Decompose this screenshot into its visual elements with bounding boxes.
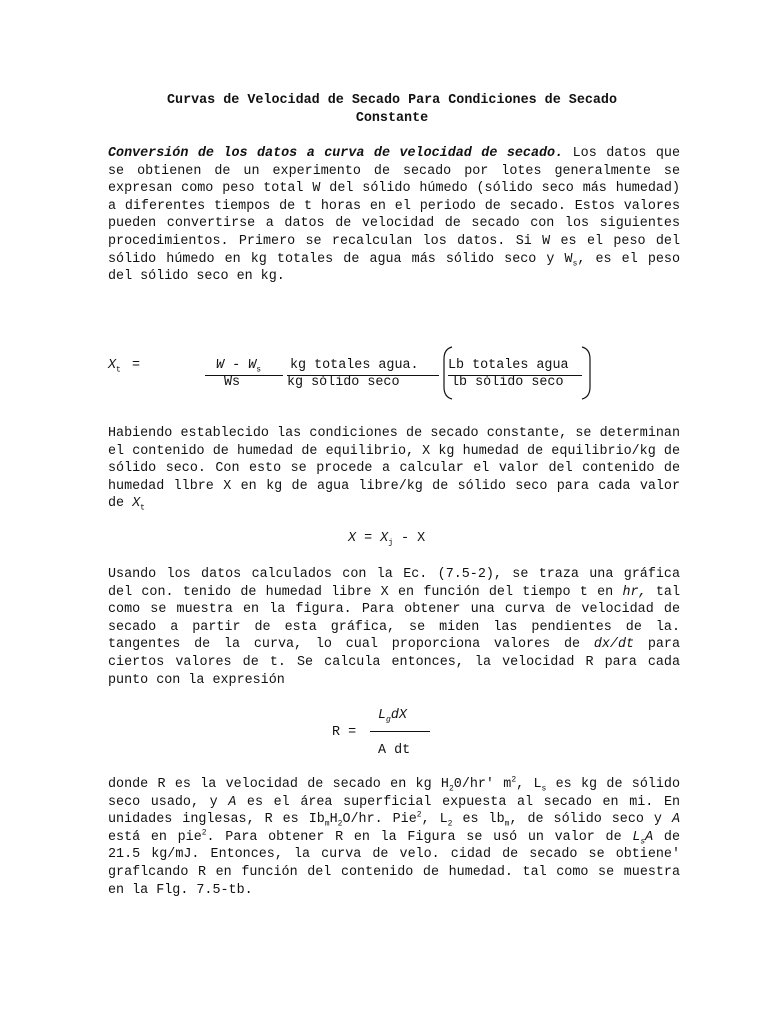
eq2-rest: - X — [393, 531, 426, 546]
eq1-numerator-b: kg totales agua. — [290, 358, 419, 373]
eq1-numerator-c: Lb totales agua — [448, 358, 569, 373]
intro-sub-s: s — [572, 259, 578, 269]
intro-lead: Conversión de los datos a curva de velocidad de secado. — [108, 146, 564, 161]
para2-var: X — [132, 496, 141, 512]
eq1-denominator-a: Ws — [224, 375, 241, 390]
paragraph-4: donde R es la velocidad de secado en kg $H_20/hr'$ $m^2$, $L_s$ es kg de sólido seco usado, y A es el área superficial expuesta al secado en mi. En unidades inglesas, R es $Ib_mH_2O/hr$. Pie$^2$, $L_2$ es $lb_m$, de sólido seco y A está en pie$^2$. Para obtener R en la Figura se usó un valor de $L_sA$ de 21.5 kg/mJ. Entonces, la curva de velo. cidad de secado se obtiene' graflcando R en función del contenido de humedad. tal como se muestra en la Flg. 7.5-tb. — [108, 775, 681, 898]
title-line-1: Curvas de Velocidad de Secado Para Condiciones de Secado — [167, 93, 617, 108]
eq3-fraction-bar — [370, 731, 430, 732]
document-title — [100, 92, 684, 127]
eq1-fraction-bar-a — [205, 375, 283, 376]
eq3-denominator: A dt — [378, 743, 411, 758]
eq1-numerator-a: W - $W_s$ — [216, 358, 261, 375]
title-line-2: Constante — [355, 110, 429, 126]
eq3-lhs: R = — [332, 725, 357, 740]
intro-text-1: Los datos que se obtienen de un experimento de secado por lotes generalmente se expresan como peso total W del sólido húmedo (sólido seco más humedad) a diferentes tiempos de t horas en el periodo de secado. Estos valores pueden convertirse a datos de velocidad de secado con los siguientes procedimientos. Primero se recalculan los datos. Si W es el peso del sólido húmedo en kg totales de agua más sólido seco y W — [108, 146, 681, 267]
para2-text: Habiendo establecido las condiciones de secado constante, se determinan el contenido de humedad de equilibrio, X kg humedad de equilibrio/kg de sólido seco. Con esto se procede a calcular el valor del contenido de humedad llbre X en kg de agua libre/kg de sólido seco para cada valor de — [108, 426, 680, 512]
eq2-var-sub: j — [388, 538, 394, 548]
intro-paragraph — [108, 145, 680, 286]
para3-dxdt: dx/dt — [593, 637, 635, 653]
equation-2 — [348, 530, 425, 548]
para3-text-2: tal como se muestra en la figura. Para obtener una curva de velocidad de secado a partir de esta gráfica, se miden las pendientes de la. tangentes de la curva, lo cual proporciona valores de — [108, 584, 680, 653]
eq2-lhs: X = — [348, 531, 381, 546]
eq1-denominator-c: lb sólido seco — [451, 375, 564, 390]
intro-text-2: , es el peso del sólido seco en kg. — [108, 251, 680, 285]
eq1-equals: = — [132, 358, 141, 373]
eq1-lhs: $X_t$ — [108, 358, 121, 375]
para3-text-3: para ciertos valores de t. Se calcula entonces, la velocidad R para cada punto con la expresión — [108, 637, 680, 688]
para3-text-1: Usando los datos calculados con la Ec. (7.5-2), se traza una gráfica del con. tenido de humedad libre X en función del tiempo t en — [108, 567, 680, 600]
para2-var-sub: t — [140, 504, 145, 514]
eq1-right-bracket — [578, 345, 594, 401]
eq1-denominator-b: kg sólido seco — [287, 375, 400, 390]
eq2-var: X — [380, 531, 389, 546]
paragraph-3 — [108, 566, 680, 689]
eq3-numerator: $L_gdX$ — [378, 708, 407, 725]
paragraph-2 — [108, 425, 680, 513]
para3-hr: hr, — [622, 584, 647, 600]
